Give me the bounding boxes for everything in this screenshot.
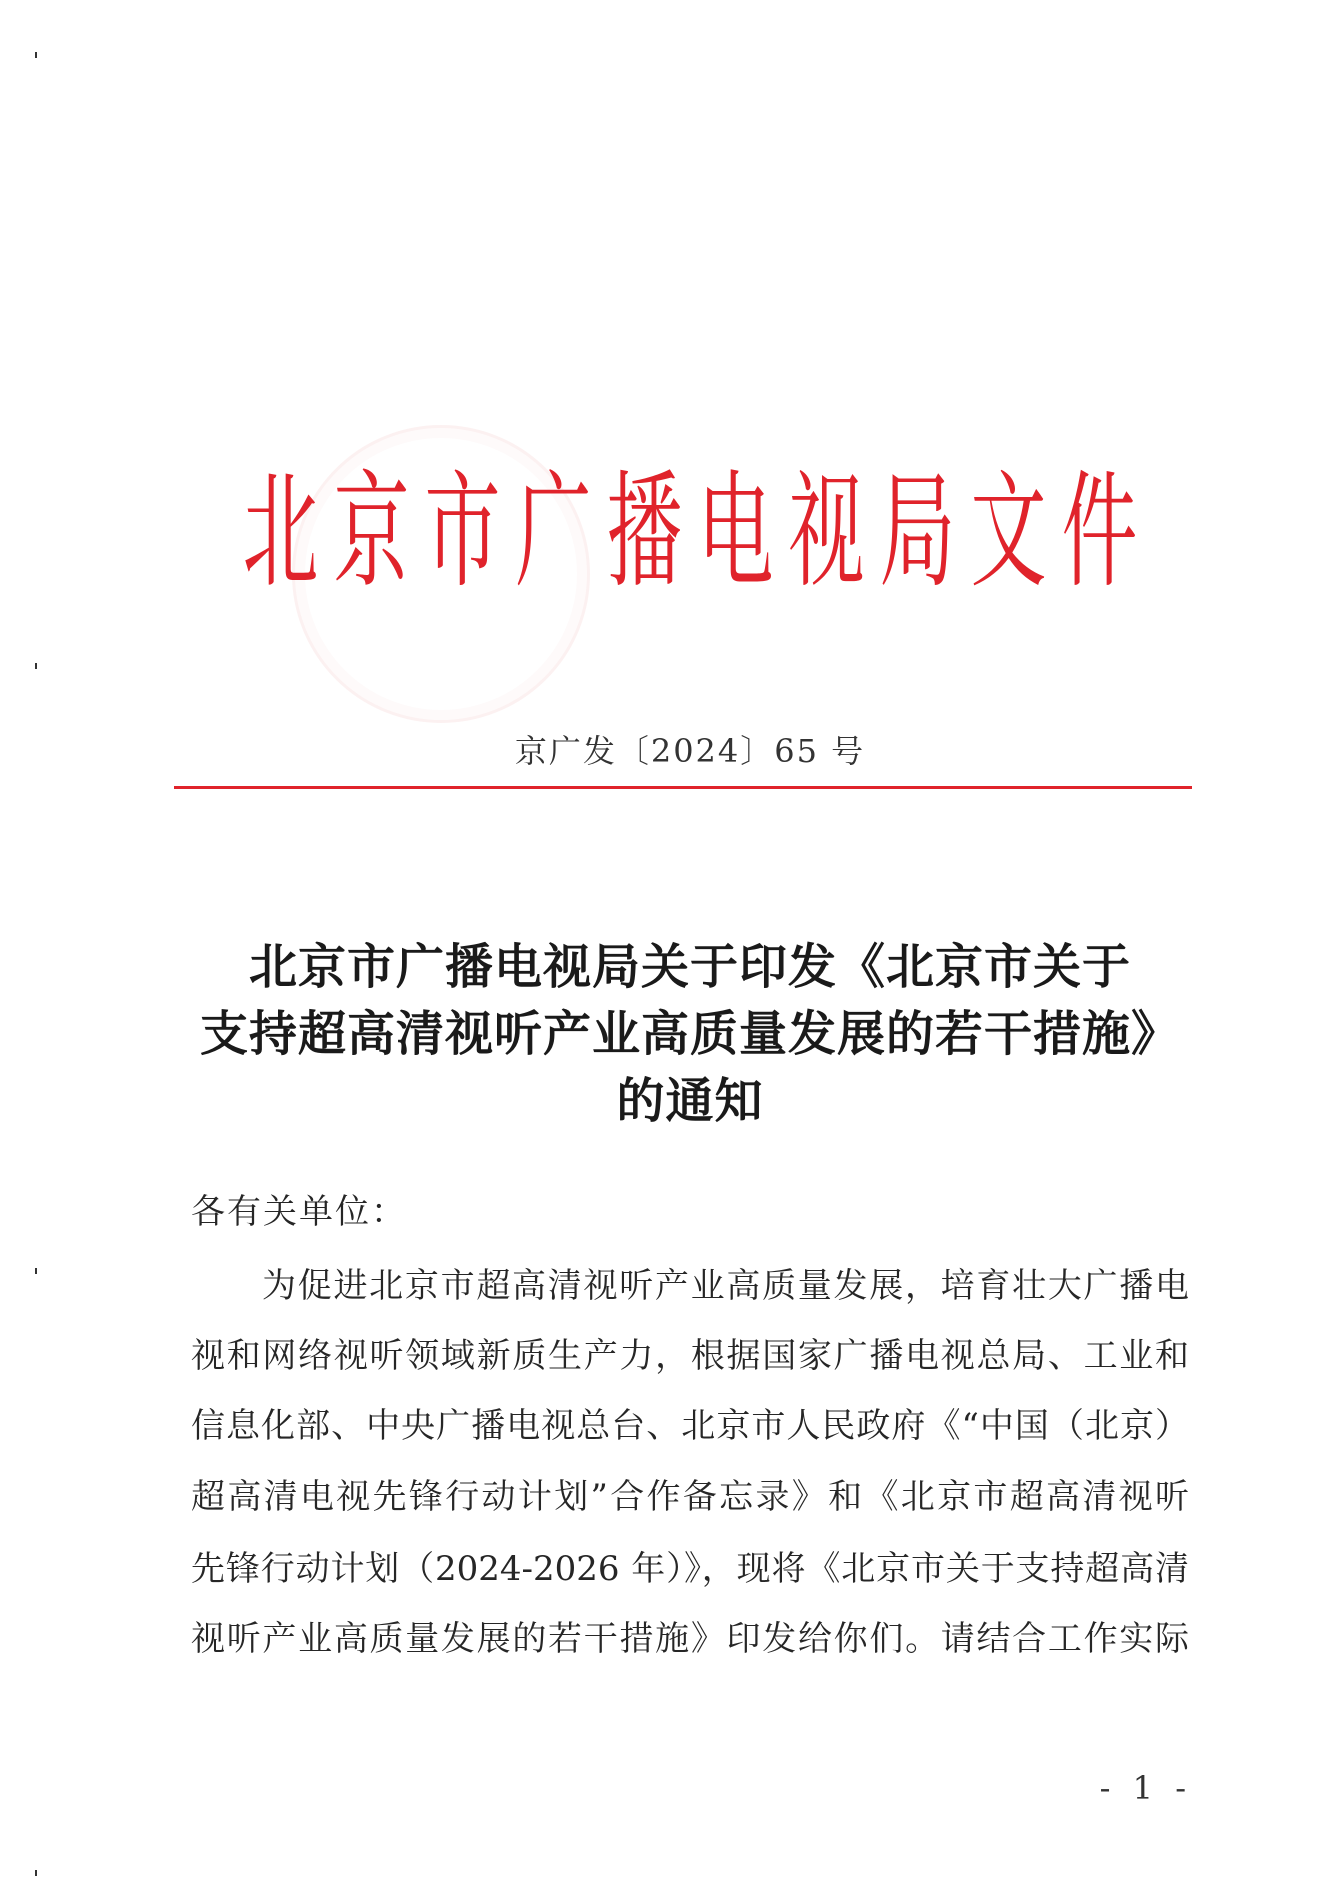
notice-title-line-2: 支持超高清视听产业高质量发展的若干措施》 — [199, 1006, 1180, 1062]
body-line-5: 先锋行动计划（2024-2026 年）》，现将《北京市关于支持超高清 — [191, 1549, 1189, 1589]
body-line-2: 视和网络视听领域新质生产力，根据国家广播电视总局、工业和 — [191, 1336, 1189, 1376]
body-line-3: 信息化部、中央广播电视总台、北京市人民政府《“中国（北京） — [191, 1406, 1189, 1446]
edge-mark-2 — [35, 663, 37, 669]
edge-mark-1 — [35, 52, 37, 58]
edge-mark-3 — [35, 1268, 37, 1274]
page-number: - 1 - — [1099, 1769, 1192, 1807]
body-line-4: 超高清电视先锋行动计划”合作备忘录》和《北京市超高清视听 — [191, 1477, 1189, 1517]
document-number: 京广发〔2024〕65 号 — [514, 732, 866, 770]
document-header-title: 北京市广播电视局文件 — [242, 457, 1153, 605]
notice-title-line-3: 的通知 — [616, 1073, 764, 1129]
edge-mark-4 — [35, 1870, 37, 1876]
salutation: 各有关单位： — [191, 1192, 407, 1232]
body-line-1: 为促进北京市超高清视听产业高质量发展，培育壮大广播电 — [262, 1266, 1189, 1306]
body-line-6: 视听产业高质量发展的若干措施》印发给你们。请结合工作实际 — [191, 1619, 1189, 1659]
red-divider-line — [174, 786, 1192, 789]
notice-title-line-1: 北京市广播电视局关于印发《北京市关于 — [248, 939, 1131, 995]
